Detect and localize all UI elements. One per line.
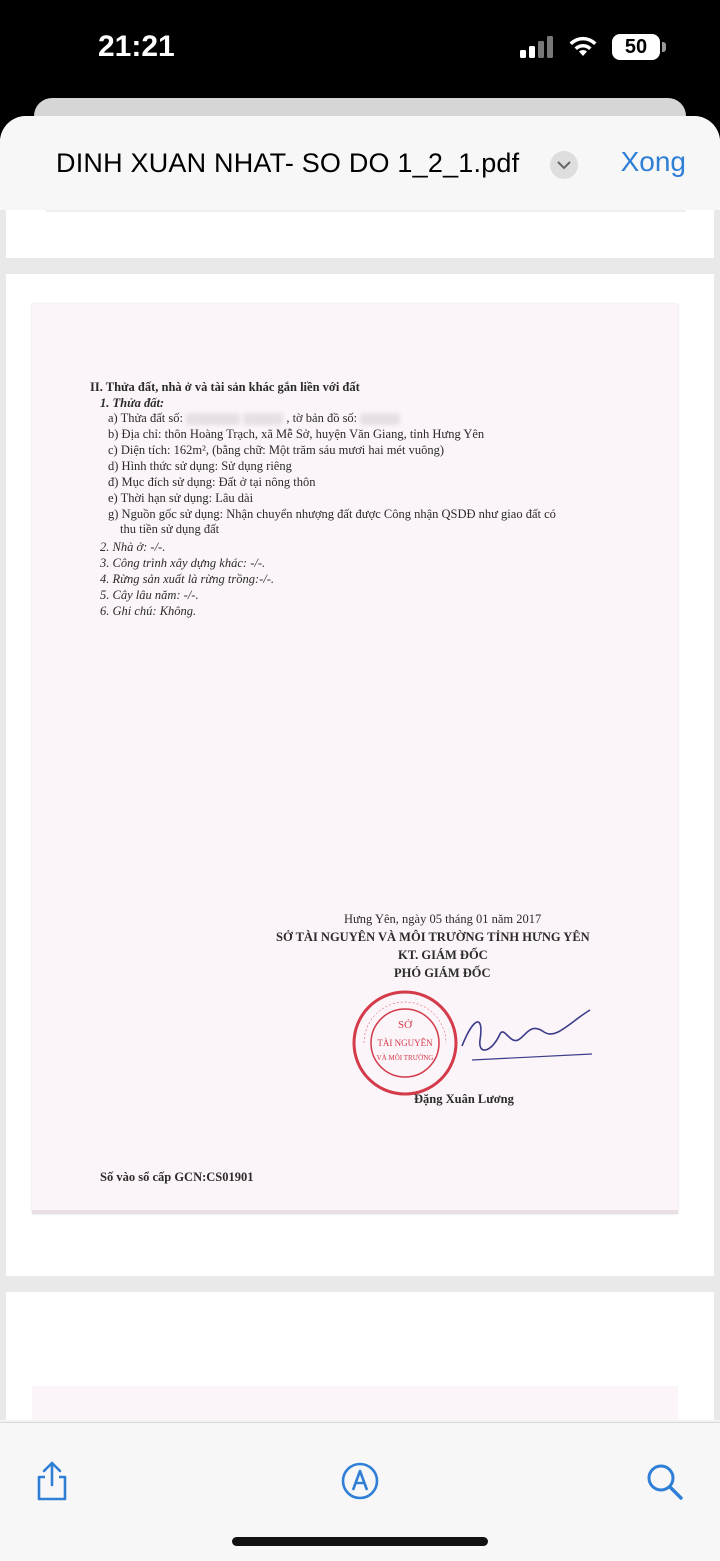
search-icon[interactable]: [642, 1459, 686, 1503]
date-line: Hưng Yên, ngày 05 tháng 01 năm 2017: [344, 912, 542, 926]
pdf-preview-sheet: [0, 116, 720, 1561]
done-button[interactable]: Xong: [620, 146, 686, 177]
share-icon[interactable]: [30, 1459, 74, 1503]
redacted-parcel-number: [186, 413, 240, 425]
status-icons: [520, 34, 660, 60]
svg-text:TÀI NGUYÊN: TÀI NGUYÊN: [377, 1038, 433, 1048]
doc-item-1: 1. Thửa đất:: [100, 396, 165, 410]
svg-text:SỞ: SỞ: [397, 1019, 413, 1031]
markup-icon[interactable]: [338, 1459, 382, 1503]
status-bar: [0, 0, 720, 96]
bottom-toolbar: [0, 1422, 720, 1561]
status-time: 21:21: [98, 30, 175, 63]
role-deputy-label: KT. GIÁM ĐỐC: [398, 948, 488, 962]
doc-item-1b: b) Địa chỉ: thôn Hoàng Trạch, xã Mễ Sở, huyện Văn Giang, tỉnh Hưng Yên: [108, 427, 485, 441]
certificate-paper: [32, 304, 678, 1214]
doc-item-1dd: đ) Mục đích sử dụng: Đất ở tại nông thôn: [108, 475, 316, 489]
doc-item-1c: c) Diện tích: 162m², (bằng chữ: Một trăm sáu mươi hai mét vuông): [108, 443, 444, 457]
header: [0, 116, 720, 211]
doc-item-1g-cont: thu tiền sử dụng đất: [120, 522, 220, 536]
doc-item-1a-map: , tờ bản đồ số:: [286, 411, 358, 425]
doc-item-1a: [108, 411, 400, 426]
next-page: [6, 1292, 714, 1420]
file-title[interactable]: DINH XUAN NHAT- SO DO 1_2_1.pdf: [56, 148, 520, 178]
battery-icon: [612, 34, 660, 60]
wifi-icon: [568, 36, 598, 58]
role-vice-director: PHÓ GIÁM ĐỐC: [394, 966, 491, 980]
cellular-signal-icon: [520, 36, 554, 58]
redacted-parcel-number: [243, 413, 283, 425]
official-seal-icon: [350, 988, 460, 1098]
home-indicator[interactable]: [232, 1537, 488, 1546]
doc-item-5: 5. Cây lâu năm: -/-.: [100, 588, 199, 602]
doc-item-3: 3. Công trình xây dựng khác: -/-.: [100, 556, 266, 570]
previous-page: [6, 210, 714, 258]
signature-icon: [452, 1004, 602, 1074]
doc-item-4: 4. Rừng sản xuất là rừng trồng:-/-.: [100, 572, 275, 586]
doc-item-1g: g) Nguồn gốc sử dụng: Nhận chuyển nhượng đất được Công nhận QSDĐ như giao đất có: [108, 507, 556, 521]
doc-item-1a-label: a) Thửa đất số:: [108, 411, 183, 425]
doc-item-2: 2. Nhà ở: -/-.: [100, 540, 166, 554]
signer-name: Đặng Xuân Lương: [414, 1092, 514, 1106]
agency-name: SỞ TÀI NGUYÊN VÀ MÔI TRƯỜNG TỈNH HƯNG YÊN: [276, 930, 590, 944]
pdf-viewer[interactable]: [0, 210, 720, 1420]
doc-item-1e: e) Thời hạn sử dụng: Lâu dài: [108, 491, 254, 505]
doc-item-6: 6. Ghi chú: Không.: [100, 604, 197, 618]
current-page: [6, 274, 714, 1276]
svg-text:VÀ MÔI TRƯỜNG: VÀ MÔI TRƯỜNG: [376, 1054, 434, 1062]
registry-number: Số vào sổ cấp GCN:CS01901: [100, 1170, 254, 1184]
battery-level: 50: [624, 35, 648, 58]
redacted-map-number: [360, 413, 400, 425]
section-title: II. Thửa đất, nhà ở và tài sản khác gắn liền với đất: [90, 380, 360, 394]
chevron-down-icon[interactable]: [550, 151, 578, 179]
doc-item-1d: d) Hình thức sử dụng: Sử dụng riêng: [108, 459, 292, 473]
